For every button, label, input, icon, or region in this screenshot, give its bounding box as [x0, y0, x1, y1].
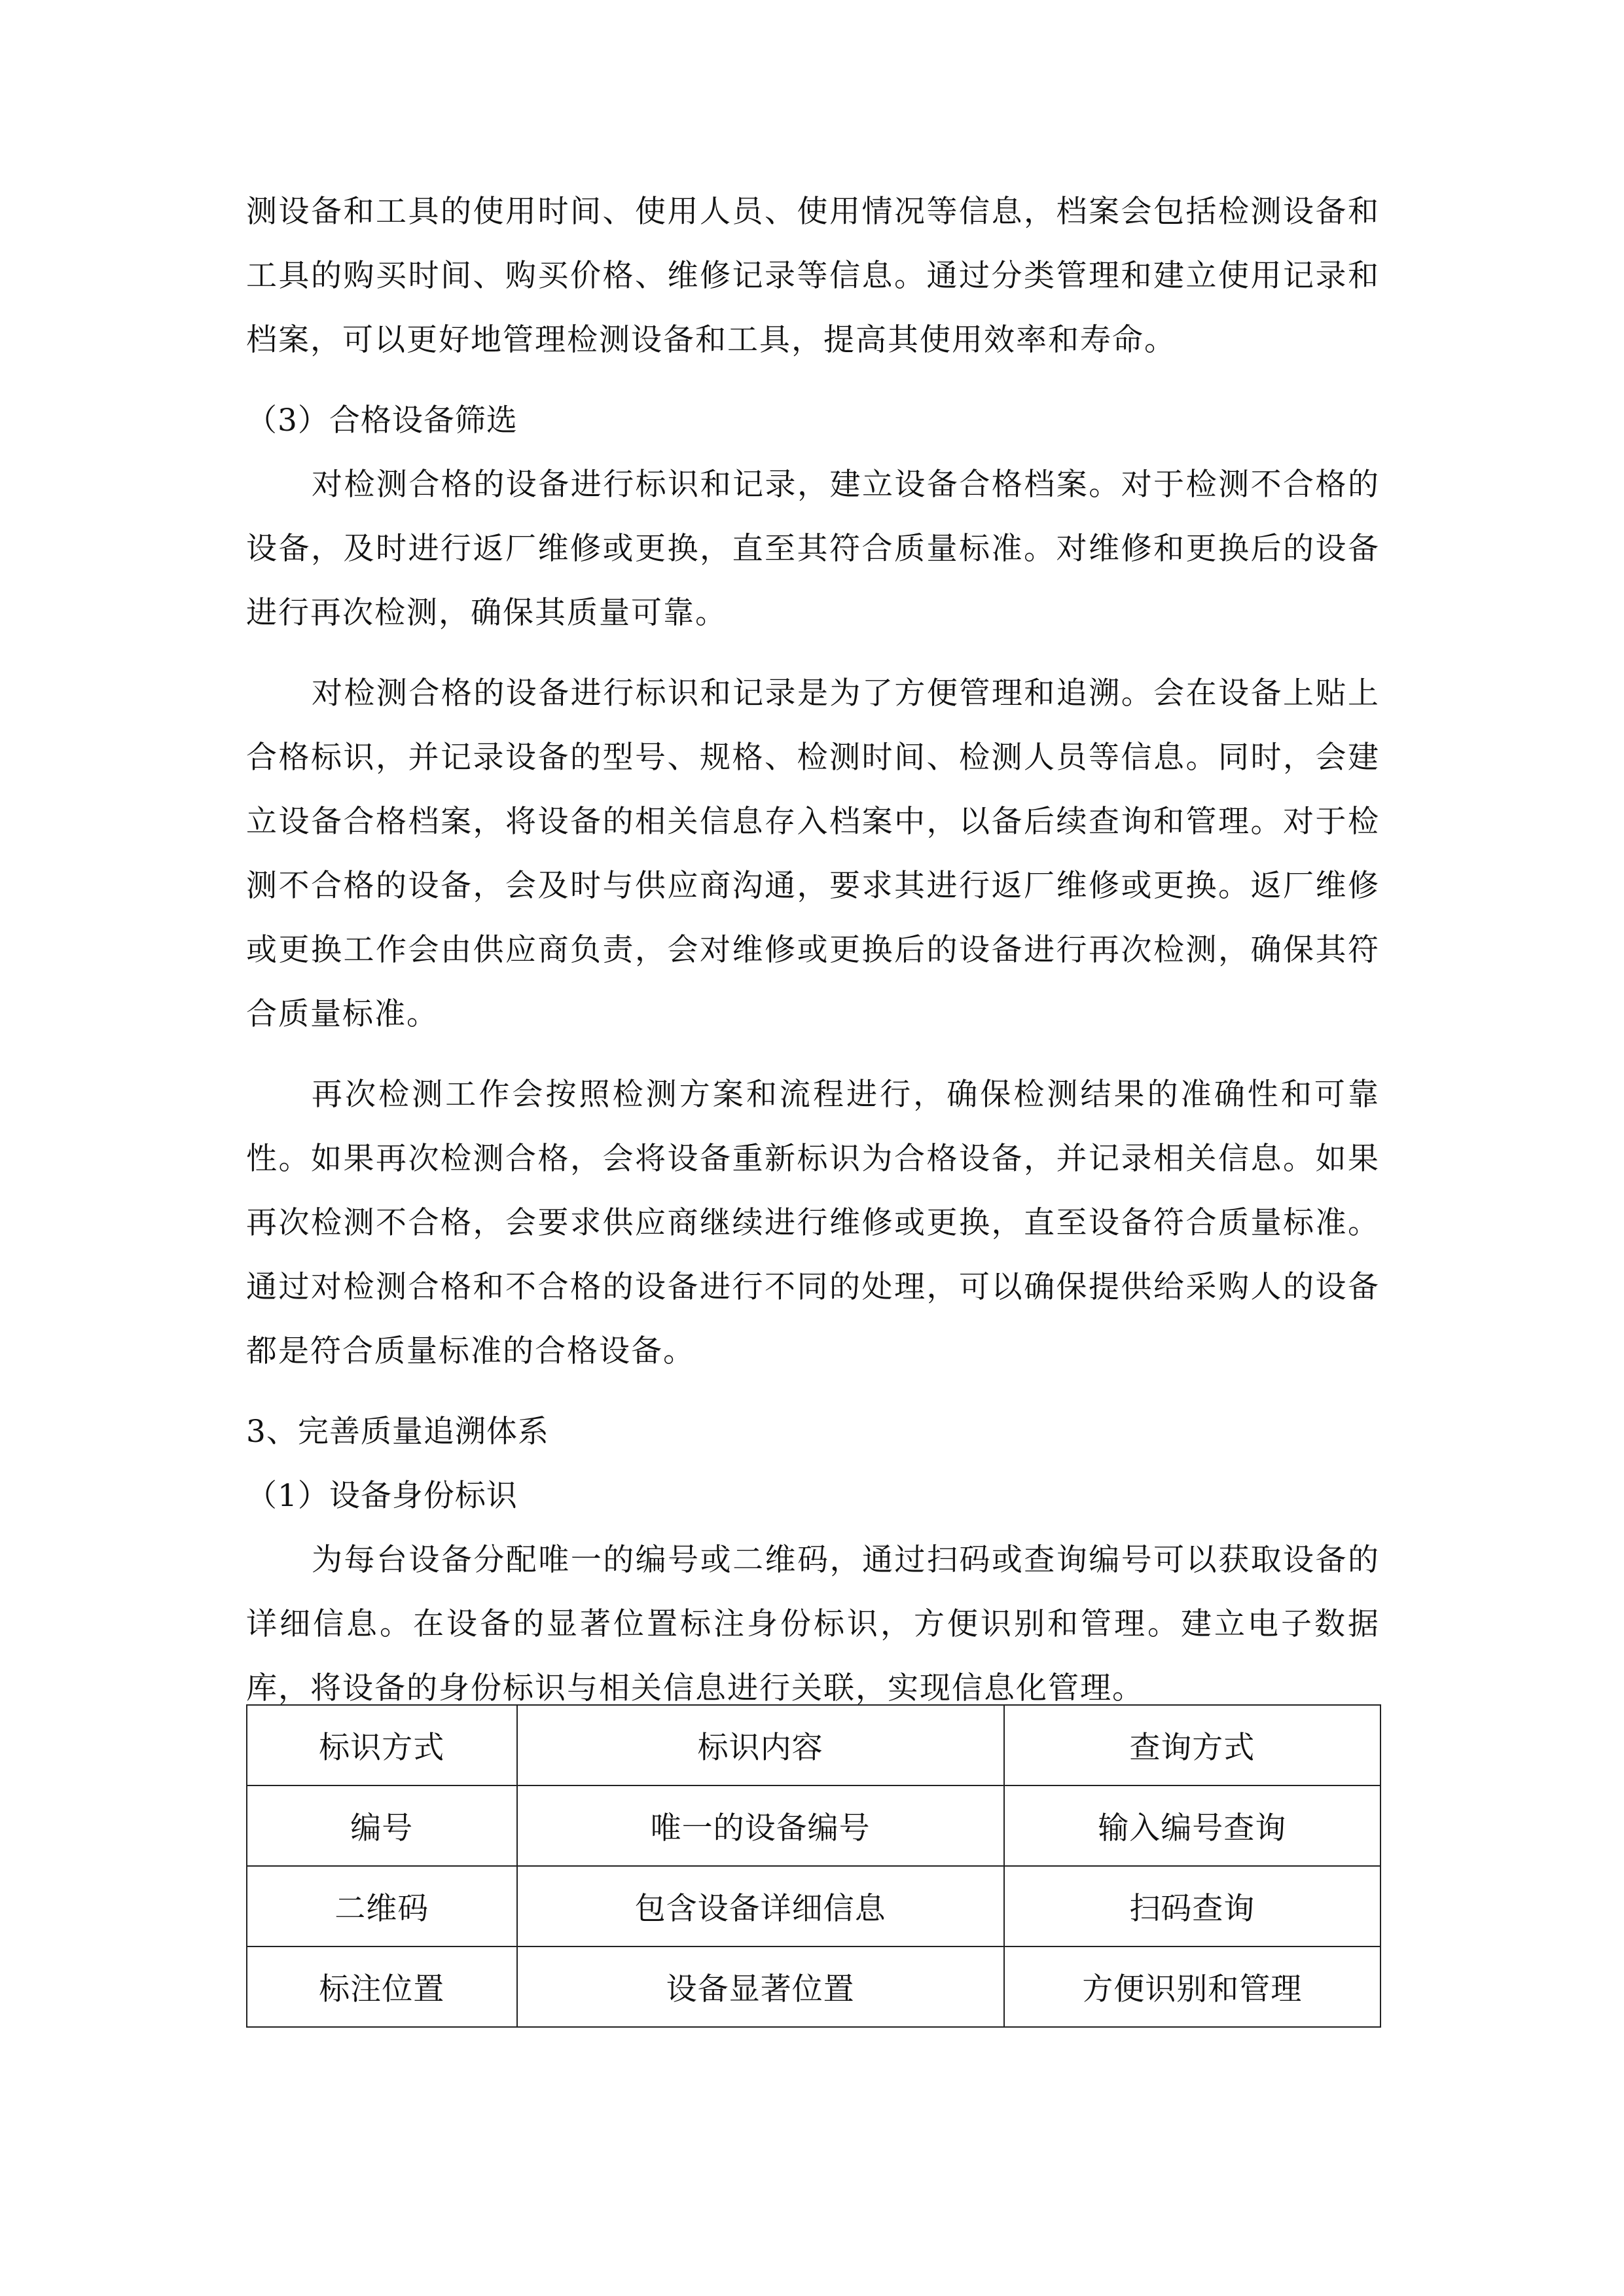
table-cell: 标注位置 — [247, 1946, 517, 2027]
table-cell: 编号 — [247, 1785, 517, 1866]
table-row — [247, 1785, 1380, 1866]
table-header-row — [247, 1705, 1380, 1785]
table-cell: 方便识别和管理 — [1004, 1946, 1380, 2027]
subheading-qualified-equipment-screening: （3）合格设备筛选 — [246, 403, 518, 439]
table-cell: 扫码查询 — [1004, 1866, 1380, 1946]
section-heading-traceability-system: 3、完善质量追溯体系 — [246, 1414, 549, 1450]
paragraph-qualified-marking: 对检测合格的设备进行标识和记录，建立设备合格档案。对于检测不合格的设备，及时进行返厂维修或更换，直至其符合质量标准。对维修和更换后的设备进行再次检测，确保其质量可靠。 — [246, 467, 1380, 631]
paragraph-marking-and-records: 对检测合格的设备进行标识和记录是为了方便管理和追溯。会在设备上贴上合格标识，并记录设备的型号、规格、检测时间、检测人员等信息。同时，会建立设备合格档案，将设备的相关信息存入档案中，以备后续查询和管理。对于检测不合格的设备，会及时与供应商沟通，要求其进行返厂维修或更换。返厂维修或更换工作会由供应商负责，会对维修或更换后的设备进行再次检测，确保其符合质量标准。 — [246, 675, 1380, 1032]
document-body — [246, 180, 1380, 1737]
table-cell: 包含设备详细信息 — [517, 1866, 1004, 1946]
column-header-query: 查询方式 — [1004, 1705, 1380, 1785]
paragraph-retesting: 再次检测工作会按照检测方案和流程进行，确保检测结果的准确性和可靠性。如果再次检测合格，会将设备重新标识为合格设备，并记录相关信息。如果再次检测不合格，会要求供应商继续进行维修或更换，直至设备符合质量标准。通过对检测合格和不合格的设备进行不同的处理，可以确保提供给采购人的设备都是符合质量标准的合格设备。 — [246, 1077, 1380, 1369]
paragraph-identity-assignment: 为每台设备分配唯一的编号或二维码，通过扫码或查询编号可以获取设备的详细信息。在设备的显著位置标注身份标识，方便识别和管理。建立电子数据库，将设备的身份标识与相关信息进行关联，实现信息化管理。 — [246, 1542, 1380, 1706]
table-row — [247, 1866, 1380, 1946]
table-cell: 输入编号查询 — [1004, 1785, 1380, 1866]
column-header-content: 标识内容 — [517, 1705, 1004, 1785]
table-cell: 唯一的设备编号 — [517, 1785, 1004, 1866]
paragraph-equipment-records: 测设备和工具的使用时间、使用人员、使用情况等信息，档案会包括检测设备和工具的购买时间、购买价格、维修记录等信息。通过分类管理和建立使用记录和档案，可以更好地管理检测设备和工具，提高其使用效率和寿命。 — [246, 194, 1380, 358]
table-row — [247, 1946, 1380, 2027]
table-cell: 设备显著位置 — [517, 1946, 1004, 2027]
identification-table — [246, 1704, 1381, 2028]
table-cell: 二维码 — [247, 1866, 517, 1946]
subheading-equipment-identity: （1）设备身份标识 — [246, 1478, 518, 1514]
column-header-method: 标识方式 — [247, 1705, 517, 1785]
